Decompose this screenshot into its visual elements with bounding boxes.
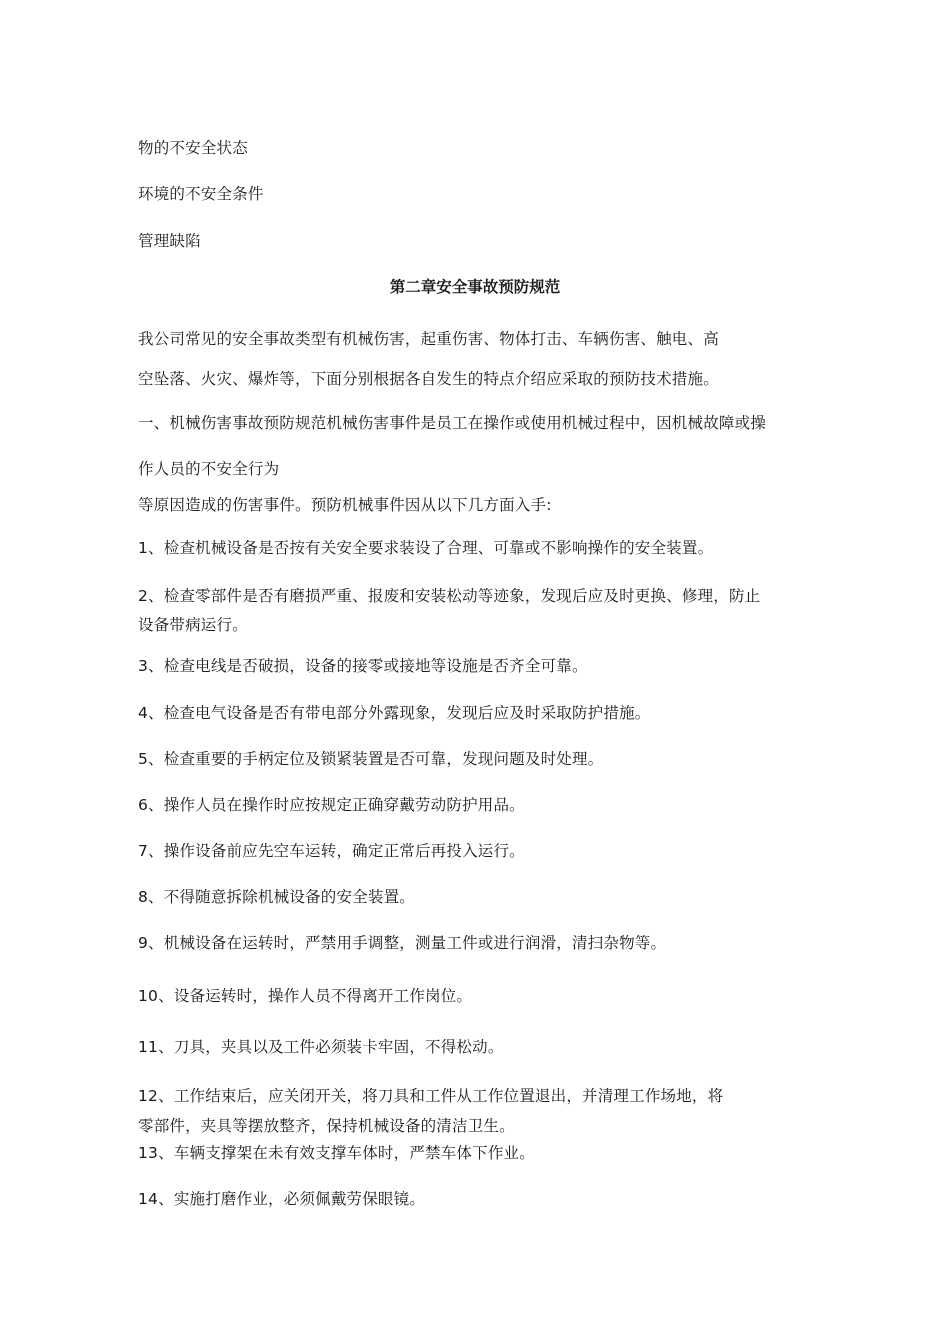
list-item: 11、刀具，夹具以及工件必须装卡牢固，不得松动。 [138,1038,504,1056]
header-item: 物的不安全状态 [138,139,248,157]
list-item: 1、检查机械设备是否按有关安全要求装设了合理、可靠或不影响操作的安全装置。 [138,539,714,557]
intro-line: 我公司常见的安全事故类型有机械伤害，起重伤害、物体打击、车辆伤害、触电、高 [138,330,719,348]
list-item: 2、检查零部件是否有磨损严重、报废和安装松动等迹象，发现后应及时更换、修理，防止 [138,587,761,605]
chapter-title: 第二章安全事故预防规范 [389,278,561,296]
list-item: 12、工作结束后，应关闭开关，将刀具和工件从工作位置退出，并清理工作场地，将 [138,1087,724,1105]
list-item: 10、设备运转时，操作人员不得离开工作岗位。 [138,987,473,1005]
list-item: 设备带病运行。 [138,616,248,634]
list-item: 8、不得随意拆除机械设备的安全装置。 [138,888,415,906]
list-item: 13、车辆支撑架在未有效支撑车体时，严禁车体下作业。 [138,1144,535,1162]
list-item: 零部件，夹具等摆放整齐，保持机械设备的清洁卫生。 [138,1117,515,1135]
header-item: 环境的不安全条件 [138,185,264,203]
list-item: 6、操作人员在操作时应按规定正确穿戴劳动防护用品。 [138,796,525,814]
list-item: 14、实施打磨作业，必须佩戴劳保眼镜。 [138,1190,426,1208]
section-line: 作人员的不安全行为 [138,460,280,478]
header-item: 管理缺陷 [138,232,201,250]
intro-line: 空坠落、火灾、爆炸等，下面分别根据各自发生的特点介绍应采取的预防技术措施。 [138,370,719,388]
list-item: 3、检查电线是否破损，设备的接零或接地等设施是否齐全可靠。 [138,657,588,675]
section-line: 一、机械伤害事故预防规范机械伤害事件是员工在操作或使用机械过程中，因机械故障或操 [138,414,767,432]
list-item: 5、检查重要的手柄定位及锁紧装置是否可靠，发现问题及时处理。 [138,750,604,768]
list-item: 7、操作设备前应先空车运转，确定正常后再投入运行。 [138,842,525,860]
section-line: 等原因造成的伤害事件。预防机械事件因从以下几方面入手: [138,496,552,514]
list-item: 9、机械设备在运转时，严禁用手调整，测量工件或进行润滑，清扫杂物等。 [138,934,667,952]
list-item: 4、检查电气设备是否有带电部分外露现象，发现后应及时采取防护措施。 [138,704,651,722]
